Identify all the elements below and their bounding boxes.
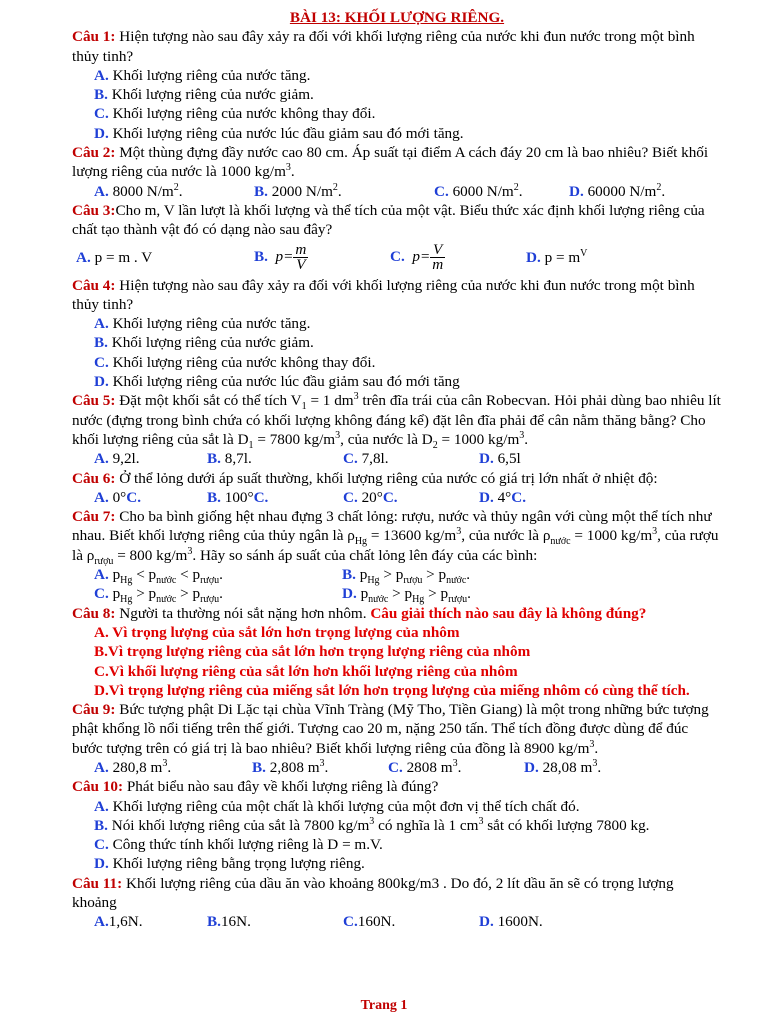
- fraction: $\frac{V}{m}$: [432, 241, 444, 274]
- option-c: C.Vì khối lượng riêng của sắt lớn hơn khối lượng riêng của nhôm: [94, 662, 518, 680]
- option-a: A.1,6N.: [94, 913, 143, 931]
- options-row: [94, 912, 722, 931]
- question-highlight: Câu giải thích nào sau đây là không đúng?: [370, 604, 647, 622]
- question-5: Câu 5: Đặt một khối sắt có thể tích $V_1 = 1$ $dm^3$ trên đĩa trái của cân Robecvan. Hỏi phải dùng bao nhiêu lít nước (đựng trong bình chứa có khối lượng không đáng kể) đặt lên đĩa phải để cân nằm thăng bằng? Cho khối lượng riêng của sắt là $D_1 = 7800$ $kg/m^3$, của nước là $D_2 = 1000$ $kg/m^3$.: [72, 391, 721, 451]
- question-1: [72, 27, 722, 66]
- option-d: D. 1600N.: [479, 913, 543, 931]
- option-d: D. Khối lượng riêng của nước lúc đầu giảm sau đó mới tăng.: [94, 124, 464, 142]
- option-a: A. Khối lượng riêng của nước tăng.: [94, 66, 311, 84]
- question-4: Câu 4: Hiện tượng nào sau đây xảy ra đối với khối lượng riêng của nước khi đun nước trong một bình thủy tinh?: [72, 276, 695, 313]
- question-10: Câu 10: Phát biểu nào sau đây về khối lượng riêng là đúng?: [72, 778, 439, 796]
- option-c: C. 6000 $N/m^2$.: [434, 181, 523, 200]
- options-row: [94, 565, 722, 587]
- options-row: [94, 182, 722, 201]
- option-d: D. $p_{nước} > p_{Hg} > p_{rượu}$.: [342, 585, 471, 606]
- option-d: D. $p = m^V$: [526, 247, 588, 266]
- option-d: D. 6,5l: [479, 450, 521, 468]
- option-a: A. $p_{Hg} < p_{nước} < p_{rượu}$.: [94, 566, 223, 587]
- option-b: B. 2000 $N/m^2$.: [254, 181, 342, 200]
- option-c: C. Công thức tính khối lượng riêng là D = m.V.: [94, 836, 383, 854]
- worksheet-page: [72, 8, 722, 932]
- option-c: C. Khối lượng riêng của nước không thay đổi.: [94, 353, 376, 371]
- option-c: C. 20°C.: [343, 488, 398, 506]
- option-b: B. Khối lượng riêng của nước giảm.: [94, 86, 314, 104]
- options-row: [94, 758, 722, 777]
- option-a: A. p = m . V: [76, 248, 153, 266]
- question-number: Câu 1:: [72, 28, 116, 46]
- question-text: Hiện tượng nào sau đây xảy ra đối với khối lượng riêng của nước khi đun nước trong một bình thủy tinh?: [72, 28, 695, 65]
- fraction: $\frac{m}{V}$: [295, 241, 307, 274]
- question-11: Câu 11: Khối lượng riêng của dầu ăn vào khoảng 800kg/m3 . Do đó, 2 lít dầu ăn sẽ có trọng lượng khoảng: [72, 874, 674, 912]
- option-c: C. 2808 $m^3$.: [388, 757, 462, 776]
- options-row: [94, 488, 722, 507]
- option-a: A. Vì trọng lượng của sắt lớn hơn trọng lượng của nhôm: [94, 623, 460, 641]
- option-a: A. 8000 $N/m^2$.: [94, 181, 183, 200]
- option-d: D. Khối lượng riêng bằng trọng lượng riêng.: [94, 855, 365, 873]
- option-c: C. $p_{Hg} > p_{nước} > p_{rượu}$.: [94, 585, 223, 606]
- question-8: Câu 8: Người ta thường nói sắt nặng hơn nhôm. Câu giải thích nào sau đây là không đúng?: [72, 604, 647, 622]
- question-3: Câu 3:Cho m, V lần lượt là khối lượng và thể tích của một vật. Biểu thức xác định khối lượng riêng của chất tạo thành vật đó có dạng nào sau đây?: [72, 201, 705, 239]
- option-c: C.160N.: [343, 913, 396, 931]
- question-9: Câu 9: Bức tượng phật Di Lặc tại chùa Vĩnh Tràng (Mỹ Tho, Tiền Giang) là một trong những bức tượng phật khổng lồ nổi tiếng trên thế giới. Tượng cao 20 m, nặng 250 tấn. Thể tích đồng được dùng để đúc bước tượng trên có giá trị là bao nhiêu? Biết khối lượng riêng của đồng là 8900 $kg/m^3$.: [72, 701, 709, 757]
- option-d: D.Vì trọng lượng riêng của miếng sắt lớn hơn trọng lượng của miếng nhôm có cùng thể tích.: [94, 681, 690, 699]
- options-row: [76, 240, 722, 276]
- option-a: A. 9,2l.: [94, 450, 140, 468]
- question-6: Câu 6: Ở thể lỏng dưới áp suất thường, khối lượng riêng của nước có giá trị lớn nhất ở nhiệt độ:: [72, 469, 658, 487]
- option-b: B.Vì trọng lượng riêng của sắt lớn hơn trọng lượng riêng của nhôm: [94, 643, 531, 661]
- option-b: B. p= $\frac{m}{V}$: [254, 241, 307, 274]
- page-footer: Trang 1: [360, 998, 408, 1013]
- question-7: Câu 7: Cho ba bình giống hệt nhau đựng 3 chất lỏng: rượu, nước và thủy ngân với cùng một thể tích như nhau. Biết khối lượng riêng của thủy ngân là $\rho_{Hg} = 13600$ $kg/m^3$, của nước là $\rho_{nước} = 1000$ $kg/m^3$, của rượu là $\rho_{rượu} = 800$ $kg/m^3$. Hãy so sánh áp suất của chất lỏng lên đáy của các bình:: [72, 508, 719, 567]
- option-c: C. p= $\frac{V}{m}$: [390, 241, 444, 274]
- option-c: C. Khối lượng riêng của nước không thay đổi.: [94, 105, 376, 123]
- option-b: B. 2,808 $m^3$.: [252, 757, 329, 776]
- options-row: [94, 584, 722, 606]
- option-b: B. $p_{Hg} > p_{rượu} > p_{nước}$.: [342, 566, 471, 587]
- option-d: D. 60000 $N/m^2$.: [569, 181, 666, 200]
- option-b: B.16N.: [207, 913, 251, 931]
- option-a: A. Khối lượng riêng của một chất là khối lượng của một đơn vị thể tích chất đó.: [94, 797, 580, 815]
- option-d: D. 28,08 $m^3$.: [524, 757, 602, 776]
- option-a: A. Khối lượng riêng của nước tăng.: [94, 315, 311, 333]
- option-d: D. Khối lượng riêng của nước lúc đầu giảm sau đó mới tăng: [94, 373, 460, 391]
- option-d: D. 4°C.: [479, 488, 526, 506]
- page-title: BÀI 13: KHỐI LƯỢNG RIÊNG.: [289, 9, 505, 26]
- option-c: C. 7,8l.: [343, 450, 389, 468]
- options-row: [94, 449, 722, 468]
- option-b: B. Khối lượng riêng của nước giảm.: [94, 334, 314, 352]
- option-b: B. 8,7l.: [207, 450, 252, 468]
- question-2: Câu 2: Một thùng đựng đầy nước cao 80 cm. Áp suất tại điểm A cách đáy 20 cm là bao nhiêu? Biết khối lượng riêng của nước là 1000 $kg/m^3$.: [72, 144, 709, 181]
- option-a: A. 0°C.: [94, 488, 141, 506]
- option-a: A. 280,8 $m^3$.: [94, 757, 172, 776]
- option-b: B. Nói khối lượng riêng của sắt là 7800 $kg/m^3$ có nghĩa là 1 $cm^3$ sắt có khối lượng 7800 kg.: [94, 815, 650, 834]
- option-b: B. 100°C.: [207, 488, 269, 506]
